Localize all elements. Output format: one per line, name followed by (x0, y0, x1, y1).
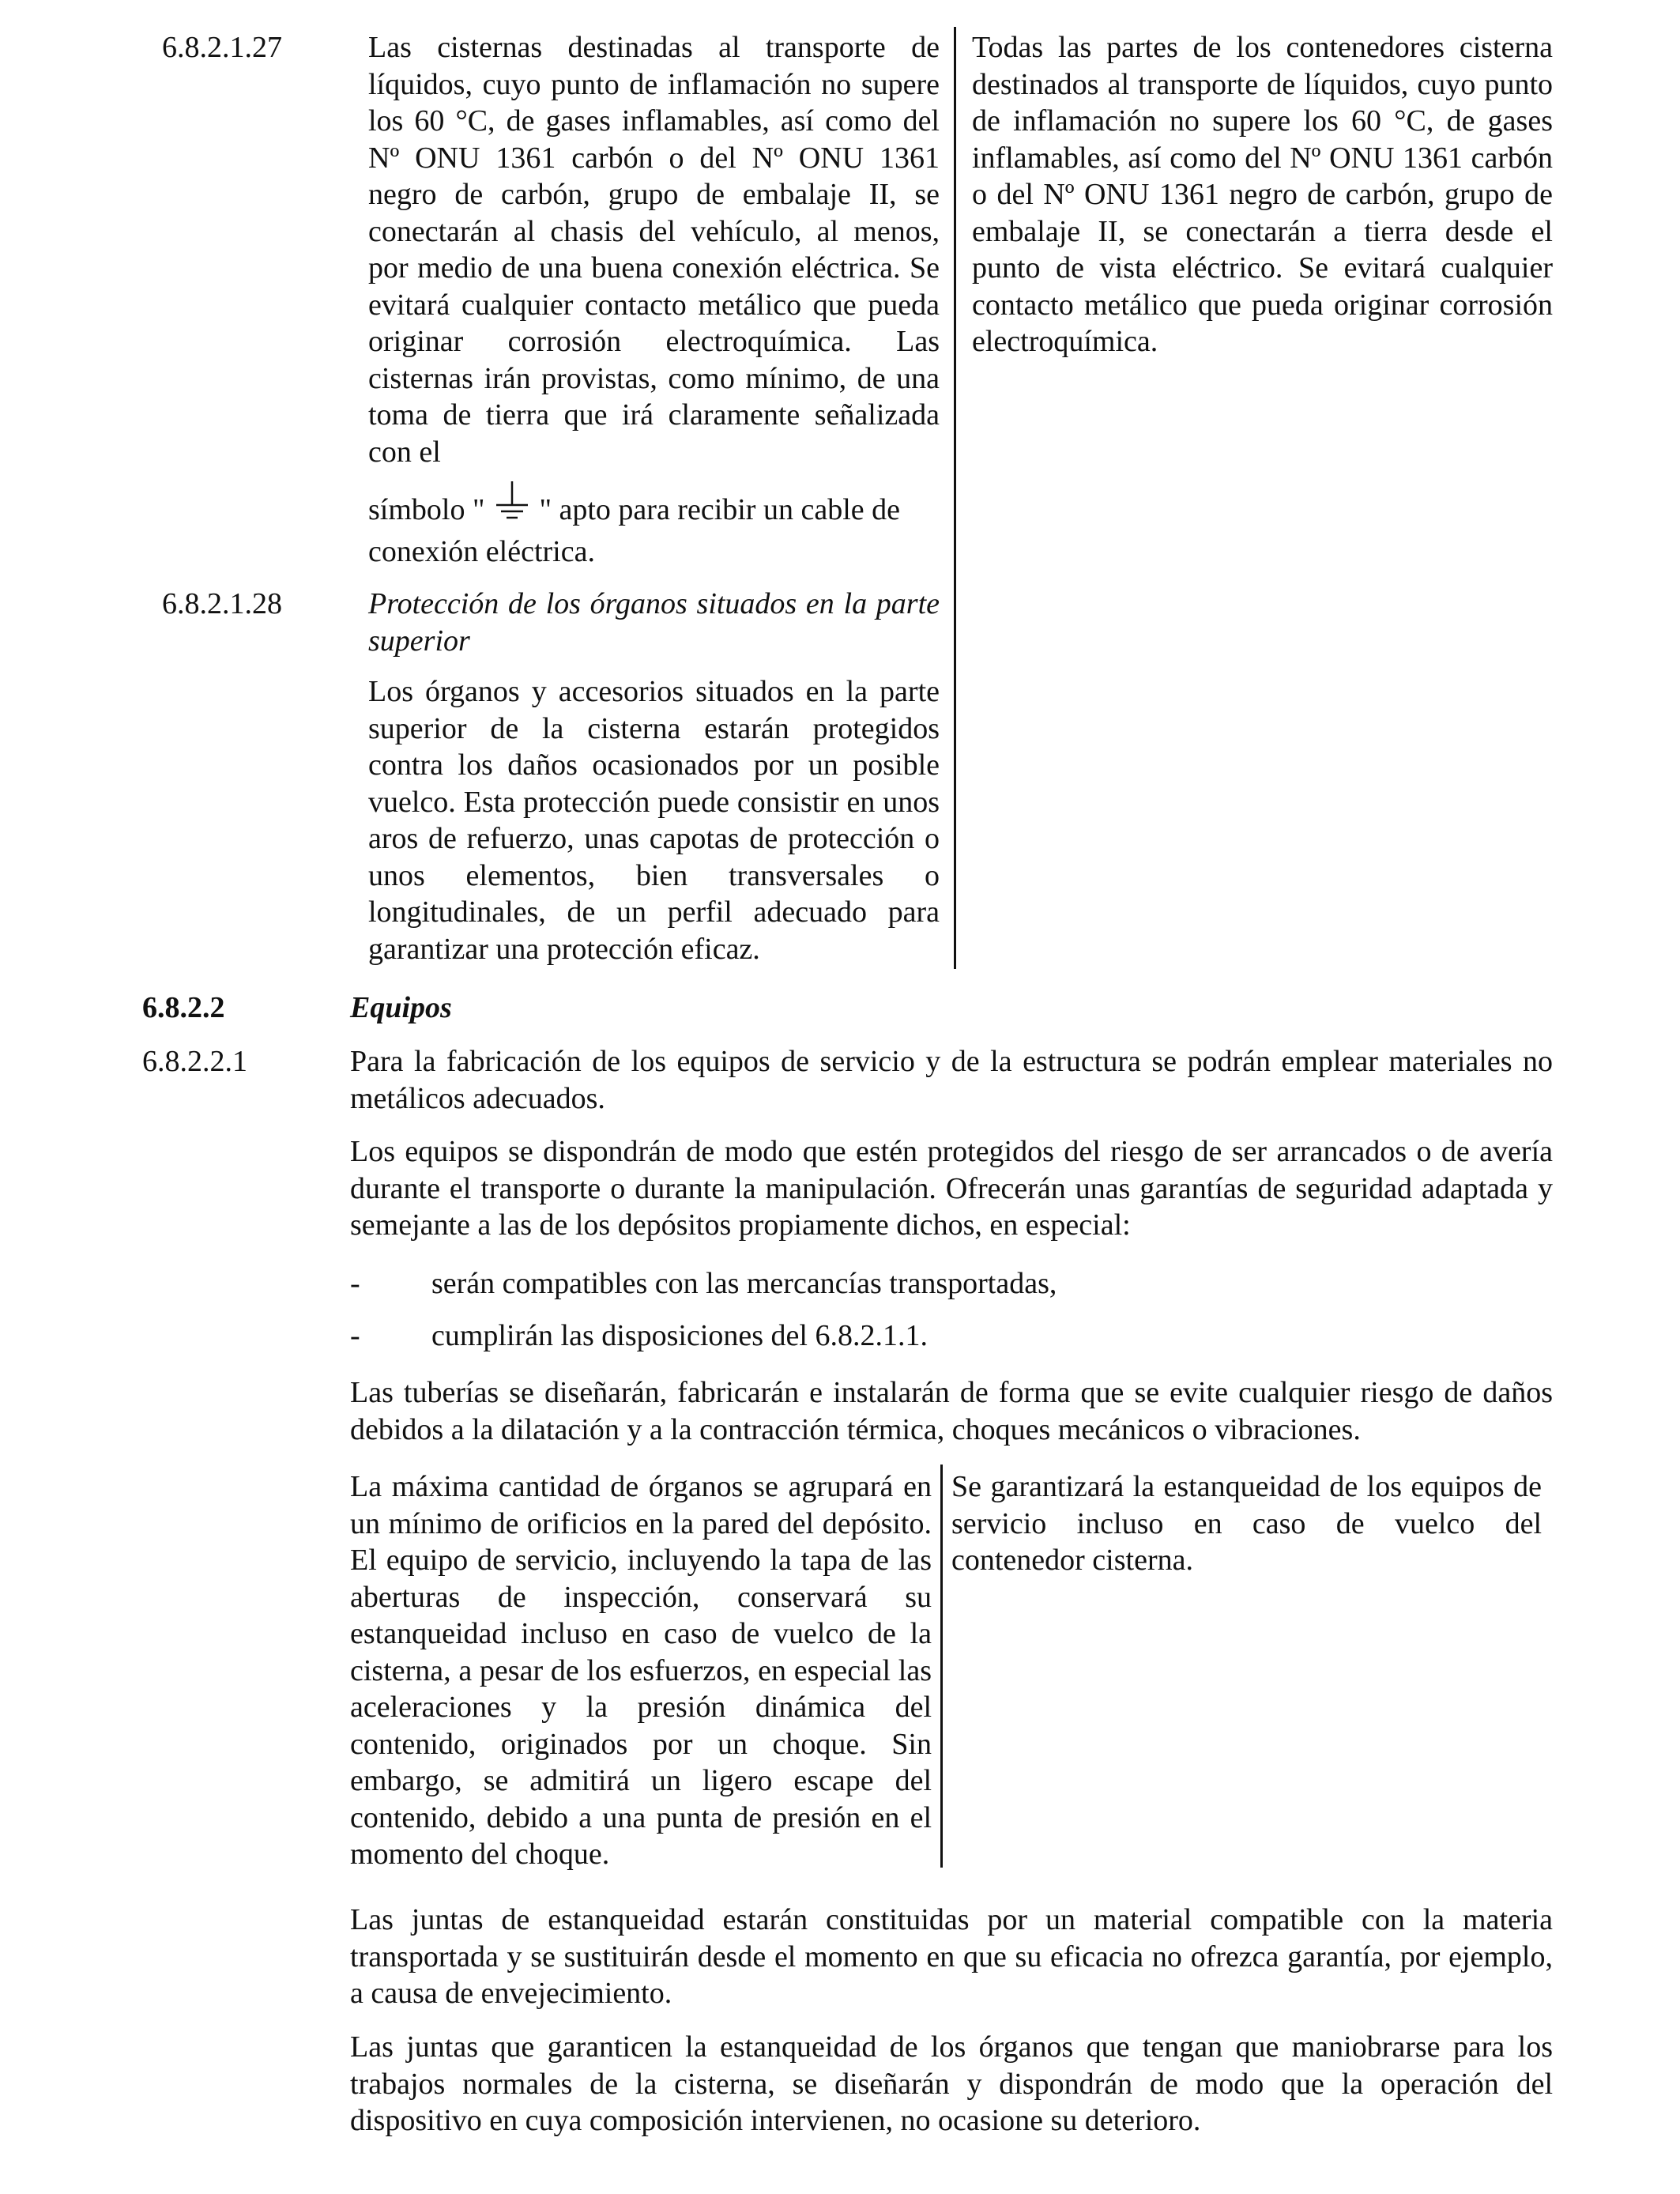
list-item: cumplirán las disposiciones del 6.8.2.1.1. (431, 1319, 928, 1352)
symbol-prefix: símbolo " (368, 493, 485, 526)
paragraph: Las juntas de estanqueidad estarán constituidas por un material compatible con la materia transportada y se sustituirán desde el momento en que su eficacia no ofrezca garantía, por ejemplo, a causa de envejecimiento. (350, 1903, 1553, 2010)
two-column-left-text: La máxima cantidad de órganos se agrupará en un mínimo de orificios en la pared del depósito. El equipo de servicio, incluyendo la tapa de las aberturas de inspección, conservará su estanqueidad incluso en caso de vuelco de la cisterna, a pesar de los esfuerzos, en especial las aceleraciones y la presión dinámica del contenido, originados por un choque. Sin embargo, se admitirá un ligero escape del contenido, debido a una punta de presión en el momento del choque. (350, 1470, 932, 1871)
section-number: 6.8.2.2 (142, 991, 225, 1024)
section-title: Protección de los órganos situados en la parte superior (368, 587, 940, 658)
section-right-text: Todas las partes de los contenedores cisterna destinados al transporte de líquidos, cuyo punto de inflamación no supere los 60 °C, de gases inflamables, así como del Nº ONU 1361 carbón o del Nº ONU 1361 negro de carbón, grupo de embalaje II, se conectarán a tierra desde el punto de vista eléctrico. Se evitará cualquier contacto metálico que pueda originar corrosión electroquímica. (972, 31, 1553, 358)
section-text: Los órganos y accesorios situados en la parte superior de la cisterna estarán protegidos contra los daños ocasionados por un posible vuelco. Esta protección puede consistir en unos aros de refuerzo, unas capotas de protección o unos elementos, bien transversales o longitudinales, de un perfil adecuado para garantizar una protección eficaz. (368, 675, 940, 966)
paragraph: Las tuberías se diseñarán, fabricarán e instalarán de forma que se evite cualquier riesgo de daños debidos a la dilatación y a la contracción térmica, choques mecánicos o vibraciones. (350, 1376, 1553, 1446)
list-dash: - (350, 1267, 360, 1300)
section-left-column (368, 29, 940, 570)
paragraph: Los equipos se dispondrán de modo que estén protegidos del riesgo de ser arrancados o de avería durante el transporte o durante la manipulación. Ofrecerán unas garantías de seguridad adaptada y semejante a las de los depósitos propiamente dichos, en especial: (350, 1135, 1553, 1242)
earth-symbol-line (368, 481, 940, 570)
paragraph: Las juntas que garanticen la estanqueidad de los órganos que tengan que maniobrarse para los trabajos normales de la cisterna, se diseñarán y dispondrán de modo que la operación del dispositivo en cuya composición intervienen, no ocasione su deterioro. (350, 2030, 1553, 2137)
column-divider (940, 1465, 943, 1868)
paragraph: Para la fabricación de los equipos de servicio y de la estructura se podrán emplear materiales no metálicos adecuados. (350, 1045, 1553, 1115)
two-column-right-text: Se garantizará la estanqueidad de los equipos de servicio incluso en caso de vuelco del contenedor cisterna. (951, 1470, 1542, 1577)
section-number: 6.8.2.1.27 (162, 31, 282, 64)
list-item: serán compatibles con las mercancías transportadas, (431, 1267, 1057, 1300)
section-number: 6.8.2.1.28 (162, 587, 282, 620)
earth-ground-icon (492, 481, 532, 533)
section-title: Equipos (350, 991, 452, 1024)
list-dash: - (350, 1319, 360, 1352)
column-divider (954, 27, 956, 969)
section-number: 6.8.2.2.1 (142, 1045, 247, 1078)
symbol-suffix: " apto para recibir un cable de conexión eléctrica. (368, 493, 900, 568)
section-left-column (368, 586, 940, 967)
section-left-text: Las cisternas destinadas al transporte de líquidos, cuyo punto de inflamación no supere los 60 °C, de gases inflamables, así como del Nº ONU 1361 carbón o del Nº ONU 1361 negro de carbón, grupo de embalaje II, se conectarán al chasis del vehículo, al menos, por medio de una buena conexión eléctrica. Se evitará cualquier contacto metálico que pueda originar corrosión electroquímica. Las cisternas irán provistas, como mínimo, de una toma de tierra que irá claramente señalizada con el (368, 31, 940, 469)
